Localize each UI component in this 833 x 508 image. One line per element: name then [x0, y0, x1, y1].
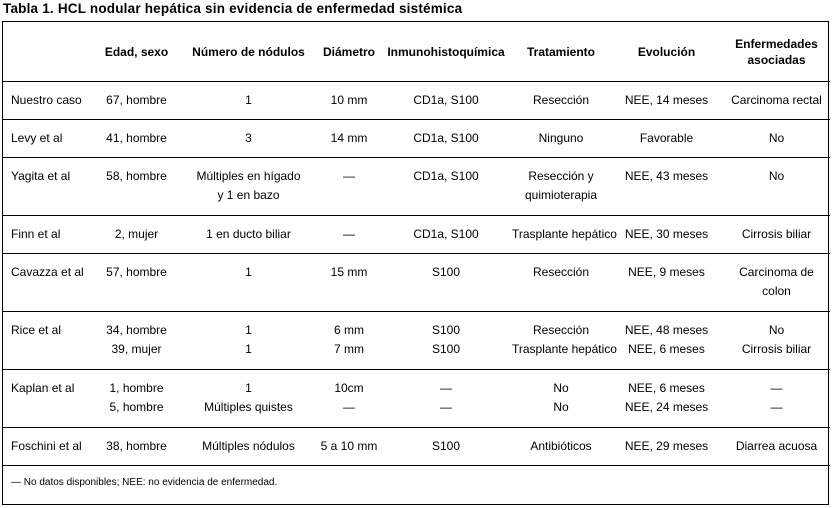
cell-line: Resección: [532, 323, 590, 337]
cell-line: NEE, 30 meses: [624, 227, 709, 241]
cell-study: [3, 158, 94, 216]
cell-line: CD1a, S100: [413, 93, 479, 107]
cell-treatment: [512, 120, 610, 158]
cell-line: NEE, 9 meses: [628, 265, 705, 279]
cell-immunohistochemistry: [380, 370, 512, 428]
cell-treatment: [512, 158, 610, 216]
cell-line: Múltiples nódulos: [202, 439, 295, 453]
table-row: [3, 254, 830, 312]
header-associated-diseases-line2: asociadas: [747, 52, 806, 67]
cell-associated-diseases: [723, 254, 830, 312]
cell-line: Cirrosis biliar: [741, 227, 812, 241]
cell-line: 1: [245, 93, 252, 107]
cell-line: 7 mm: [334, 342, 364, 356]
cell-line: S100: [431, 265, 461, 279]
header-diameter: Diámetro: [322, 44, 375, 59]
table-row: [3, 120, 830, 158]
cell-line: Yagita et al: [11, 169, 71, 183]
cell-immunohistochemistry: [380, 254, 512, 312]
cell-line: 14 mm: [330, 131, 368, 145]
cell-diameter: [318, 428, 380, 466]
cell-line: NEE, 48 meses: [624, 323, 709, 337]
cell-line: S100: [431, 323, 461, 337]
cell-study: [3, 82, 94, 120]
cell-associated-diseases: [723, 312, 830, 370]
cell-line: Nuestro caso: [11, 93, 82, 107]
cell-line: 58, hombre: [106, 169, 167, 183]
cell-line: No: [553, 400, 569, 414]
table-row: [3, 312, 830, 370]
cell-study: [3, 120, 94, 158]
table-row: [3, 428, 830, 466]
cell-associated-diseases: [723, 158, 830, 216]
cell-line: Foschini et al: [11, 439, 82, 453]
cell-line: No: [768, 169, 785, 183]
cell-line: 15 mm: [330, 265, 368, 279]
cell-age-sex: [94, 82, 179, 120]
cell-line: Carcinoma de: [739, 265, 814, 279]
cell-line: 2, mujer: [114, 227, 159, 241]
cell-age-sex: [94, 428, 179, 466]
cell-age-sex: [94, 216, 179, 254]
cell-age-sex: [94, 158, 179, 216]
footnote: — No datos disponibles; NEE: no evidencia de enfermedad.: [3, 466, 830, 506]
cell-evolution: [610, 158, 723, 216]
cell-line: 1: [245, 265, 252, 279]
cell-treatment: [512, 312, 617, 370]
cell-line: No: [553, 381, 569, 395]
cell-line: —: [440, 381, 452, 395]
cell-line: 1 en ducto biliar: [206, 227, 291, 241]
table-row: [3, 158, 830, 216]
cell-line: 5 a 10 mm: [320, 439, 378, 453]
cell-nodule-count: [179, 428, 318, 466]
cell-study: [3, 254, 94, 312]
cell-line: 10 mm: [330, 93, 368, 107]
cell-diameter: [318, 216, 380, 254]
cell-treatment: [512, 82, 610, 120]
cell-study: [3, 312, 94, 370]
cell-line: 1: [245, 323, 252, 337]
cell-line: —: [770, 400, 783, 414]
cell-nodule-count: [179, 120, 318, 158]
header-study: [3, 22, 94, 82]
cell-diameter: [318, 158, 380, 216]
cell-line: 67, hombre: [106, 93, 167, 107]
cell-diameter: [318, 120, 380, 158]
cell-line: Levy et al: [11, 131, 63, 145]
cell-immunohistochemistry: [380, 428, 512, 466]
cell-line: 1: [245, 381, 252, 395]
cell-age-sex: [94, 312, 179, 370]
cell-line: CD1a, S100: [413, 227, 479, 241]
cell-line: 57, hombre: [106, 265, 167, 279]
cell-line: No: [768, 323, 785, 337]
data-table: [2, 21, 829, 505]
cell-line: Resección: [532, 93, 590, 107]
header-age-sex: Edad, sexo: [104, 44, 169, 59]
cell-line: 3: [245, 131, 252, 145]
cell-nodule-count: [179, 312, 318, 370]
header-treatment: Tratamiento: [526, 44, 595, 59]
cell-line: NEE, 6 meses: [628, 381, 705, 395]
cell-line: 5, hombre: [109, 400, 164, 414]
cell-diameter: [318, 254, 380, 312]
cell-age-sex: [94, 254, 179, 312]
cell-line: 10cm: [334, 381, 364, 395]
cell-evolution: [610, 254, 723, 312]
cell-immunohistochemistry: [380, 82, 512, 120]
cell-line: 6 mm: [334, 323, 364, 337]
cell-immunohistochemistry: [380, 216, 512, 254]
header-evolution: Evolución: [637, 44, 696, 59]
cell-line: S100: [431, 439, 461, 453]
cell-evolution: [610, 120, 723, 158]
cell-evolution: [610, 312, 723, 370]
cell-line: NEE, 24 meses: [624, 400, 709, 414]
cell-line: S100: [431, 342, 461, 356]
table-row: [3, 216, 830, 254]
cell-diameter: [318, 312, 380, 370]
footnote-row: [3, 466, 830, 506]
cell-study: [3, 370, 94, 428]
cell-treatment: [512, 370, 610, 428]
cell-line: Trasplante hepático: [512, 342, 617, 356]
cell-associated-diseases: [723, 216, 830, 254]
cell-associated-diseases: [723, 82, 830, 120]
cell-line: —: [770, 381, 783, 395]
cell-line: y 1 en bazo: [217, 188, 280, 202]
cell-line: NEE, 43 meses: [624, 169, 709, 183]
cell-associated-diseases: [723, 120, 830, 158]
cell-line: Diarrea acuosa: [735, 439, 818, 453]
cell-line: CD1a, S100: [413, 169, 479, 183]
cell-diameter: [318, 82, 380, 120]
cell-line: Resección: [532, 265, 590, 279]
cell-evolution: [610, 428, 723, 466]
cell-evolution: [610, 82, 723, 120]
cell-nodule-count: [179, 254, 318, 312]
cell-evolution: [610, 216, 723, 254]
table-row: [3, 82, 830, 120]
cell-nodule-count: [179, 158, 318, 216]
header-associated-diseases-line1: Enfermedades: [735, 36, 818, 51]
cell-line: —: [440, 400, 452, 414]
cell-immunohistochemistry: [380, 120, 512, 158]
cell-line: Rice et al: [11, 323, 62, 337]
cell-treatment: [512, 216, 617, 254]
cell-line: colon: [762, 284, 791, 298]
cell-line: Cavazza et al: [11, 265, 84, 279]
cell-age-sex: [94, 120, 179, 158]
cell-age-sex: [94, 370, 179, 428]
cell-nodule-count: [179, 82, 318, 120]
header-row: [3, 22, 830, 82]
cell-treatment: [512, 254, 610, 312]
cell-line: NEE, 14 meses: [624, 93, 709, 107]
cell-study: [3, 428, 94, 466]
cell-line: Múltiples quistes: [204, 400, 293, 414]
cell-associated-diseases: [723, 428, 830, 466]
cell-line: Carcinoma rectal: [731, 93, 822, 107]
cell-nodule-count: [179, 370, 318, 428]
cell-line: Antibióticos: [530, 439, 592, 453]
header-nodule-count: Número de nódulos: [192, 44, 305, 59]
cell-line: Finn et al: [11, 227, 61, 241]
header-associated-diseases: [723, 22, 830, 82]
cell-line: 1: [245, 342, 252, 356]
cell-line: 39, mujer: [111, 342, 162, 356]
cell-line: 1, hombre: [109, 381, 164, 395]
cell-line: No: [768, 131, 785, 145]
cell-line: 34, hombre: [106, 323, 167, 337]
cell-line: —: [343, 169, 355, 183]
cell-study: [3, 216, 94, 254]
cell-line: quimioterapia: [524, 188, 598, 202]
cell-associated-diseases: [723, 370, 830, 428]
cell-line: Cirrosis biliar: [741, 342, 812, 356]
table-title: Tabla 1. HCL nodular hepática sin evidencia de enfermedad sistémica: [3, 1, 463, 16]
cell-diameter: [318, 370, 380, 428]
table-row: [3, 370, 830, 428]
cell-line: NEE, 29 meses: [624, 439, 709, 453]
cell-line: CD1a, S100: [413, 131, 479, 145]
cell-treatment: [512, 428, 610, 466]
cell-line: 38, hombre: [106, 439, 167, 453]
cell-line: Resección y: [528, 169, 594, 183]
cell-line: —: [343, 400, 355, 414]
cell-nodule-count: [179, 216, 318, 254]
cell-immunohistochemistry: [380, 158, 512, 216]
header-immunohistochemistry: Inmunohistoquímica: [387, 44, 505, 59]
cell-line: Trasplante hepático: [512, 227, 617, 241]
cell-evolution: [610, 370, 723, 428]
cell-line: Ninguno: [538, 131, 584, 145]
cell-immunohistochemistry: [380, 312, 512, 370]
cell-line: Kaplan et al: [11, 381, 75, 395]
cell-line: 41, hombre: [106, 131, 167, 145]
cell-line: Múltiples en hígado: [196, 169, 301, 183]
cell-line: —: [343, 227, 355, 241]
cell-line: Favorable: [639, 131, 694, 145]
cell-line: NEE, 6 meses: [628, 342, 705, 356]
